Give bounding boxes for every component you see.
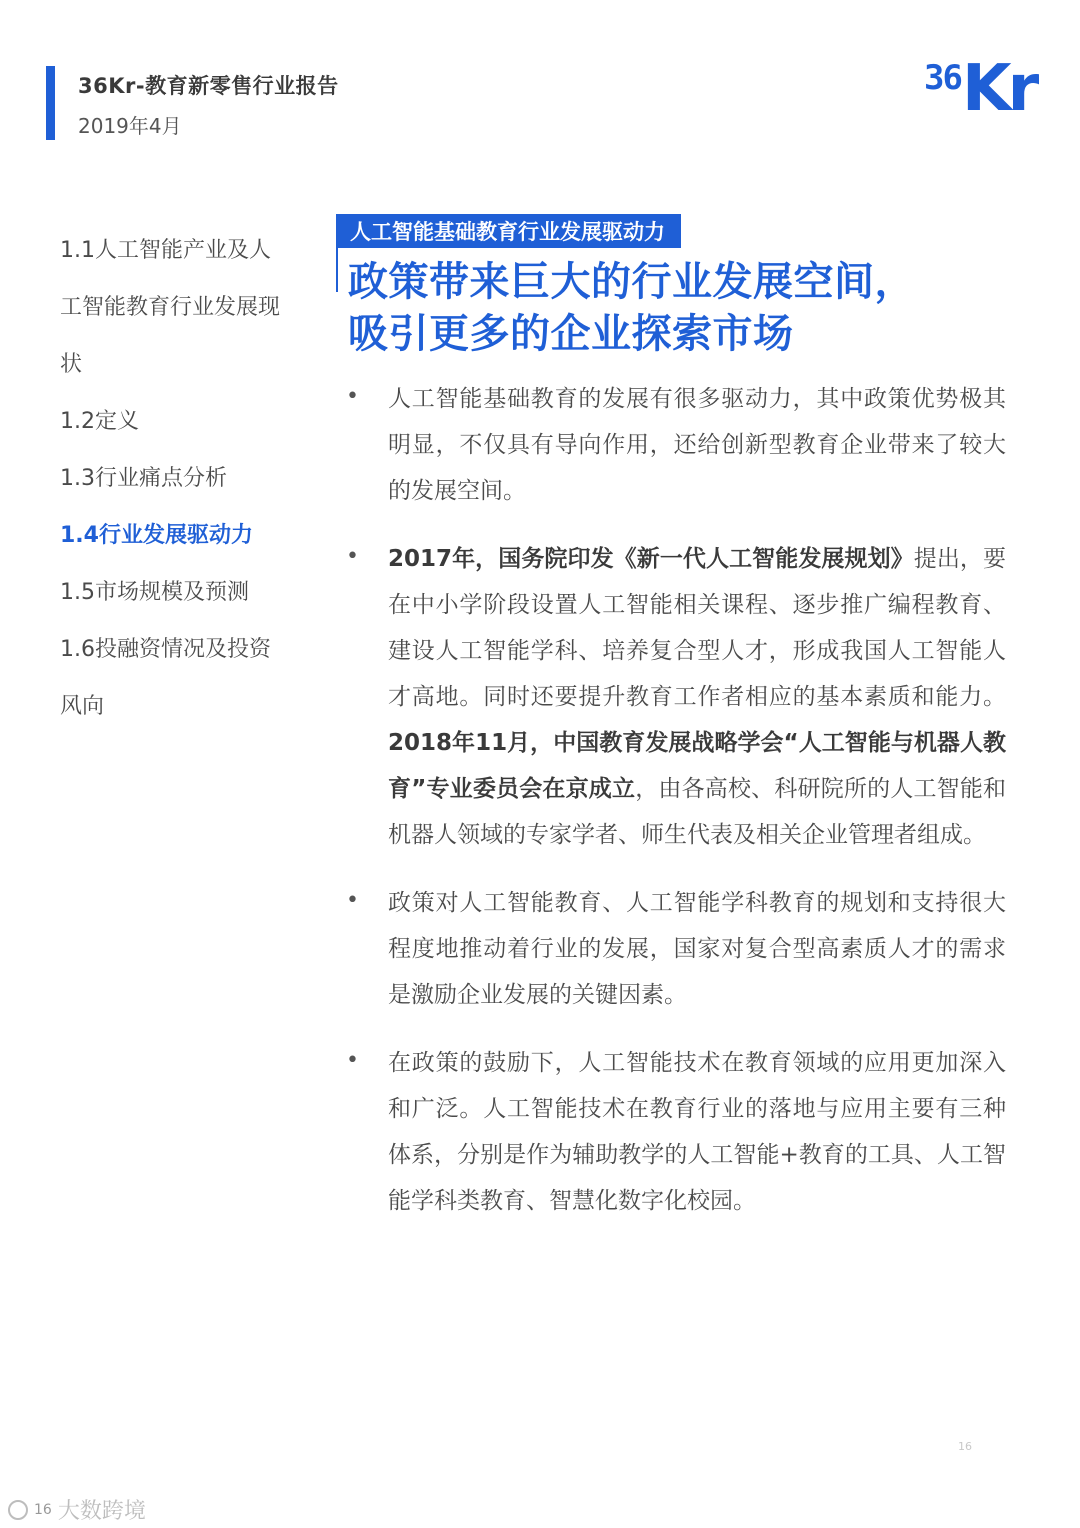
bullet-text-3: 政策对人工智能教育、人工智能学科教育的规划和支持很大程度地推动着行业的发展，国家对复合型高素质人才的需求是激励企业发展的关键因素。 [388, 890, 1006, 1008]
toc-item-1-5[interactable]: 1.5市场规模及预测 [60, 580, 249, 605]
bullet-text-2 [388, 536, 1006, 858]
section-tag [336, 214, 681, 248]
page-headline [348, 256, 1048, 360]
watermark-text: 大数跨境 [57, 1499, 146, 1524]
bullet-2-text-1: 提出，要在中小学阶段设置人工智能相关课程、逐步推广编程教育、建设人工智能学科、培养复合型人才，形成我国人工智能人才高地。同时还要提升教育工作者相应的基本素质和能力。 [388, 546, 1006, 710]
toc-item-1-6-line2[interactable]: 风向 [60, 694, 105, 719]
report-title: 36Kr-教育新零售行业报告 [78, 74, 339, 98]
bullet-text-1: 人工智能基础教育的发展有很多驱动力，其中政策优势极其明显，不仅具有导向作用，还给创新型教育企业带来了较大的发展空间。 [388, 386, 1006, 504]
bullet-dot-icon: • [346, 1048, 359, 1073]
toc-item-1-3[interactable]: 1.3行业痛点分析 [60, 466, 227, 491]
toc-item-1-4-active[interactable]: 1.4行业发展驱动力 [60, 523, 253, 548]
bullet-dot-icon: • [346, 384, 359, 409]
bullet-text-4: 在政策的鼓励下，人工智能技术在教育领域的应用更加深入和广泛。人工智能技术在教育行业的落地与应用主要有三种体系，分别是作为辅助教学的人工智能+教育的工具、人工智能学科类教育、智慧化数字化校园。 [388, 1050, 1006, 1214]
bullet-item-2 [346, 536, 1006, 858]
36kr-logo [920, 52, 1050, 128]
section-tag-text: 人工智能基础教育行业发展驱动力 [350, 220, 665, 244]
page-number: 16 [958, 1440, 972, 1453]
toc-item-1-6-line1[interactable]: 1.6投融资情况及投资 [60, 637, 271, 662]
bullet-item-4 [346, 1040, 1006, 1224]
weibo-icon [8, 1500, 28, 1520]
headline-line-2: 吸引更多的企业探索市场 [348, 311, 794, 357]
bullet-2-bold-1: 2017年，国务院印发《新一代人工智能发展规划》 [388, 546, 914, 572]
header-accent-bar [46, 66, 55, 140]
bullet-item-3 [346, 880, 1006, 1018]
bullet-list [346, 376, 1006, 1246]
toc-item-1-1-line2[interactable]: 工智能教育行业发展现 [60, 295, 281, 320]
report-date: 2019年4月 [78, 114, 182, 138]
footer-watermark [8, 1494, 146, 1525]
bullet-dot-icon: • [346, 888, 359, 913]
headline-line-1: 政策带来巨大的行业发展空间， [348, 259, 915, 305]
bullet-dot-icon: • [346, 544, 359, 569]
bullet-2-bold-2: 2018年11月，中国教育发展战略学会“人工智能与机器人教育”专业委员会在京成立 [388, 730, 1006, 802]
logo-kr-text: Kr [962, 52, 1036, 126]
section-tag-line [336, 248, 338, 292]
bullet-2-text-2: ，由各高校、科研院所的人工智能和机器人领域的专家学者、师生代表及相关企业管理者组成。 [388, 776, 1006, 848]
logo-36-text: 36 [924, 58, 961, 98]
toc-sidebar [60, 222, 310, 735]
bullet-item-1 [346, 376, 1006, 514]
toc-item-1-1-line3[interactable]: 状 [60, 352, 83, 377]
toc-item-1-2[interactable]: 1.2定义 [60, 409, 139, 434]
footer-page-number: 16 [34, 1501, 52, 1518]
toc-item-1-1-line1[interactable]: 1.1人工智能产业及人 [60, 238, 271, 263]
